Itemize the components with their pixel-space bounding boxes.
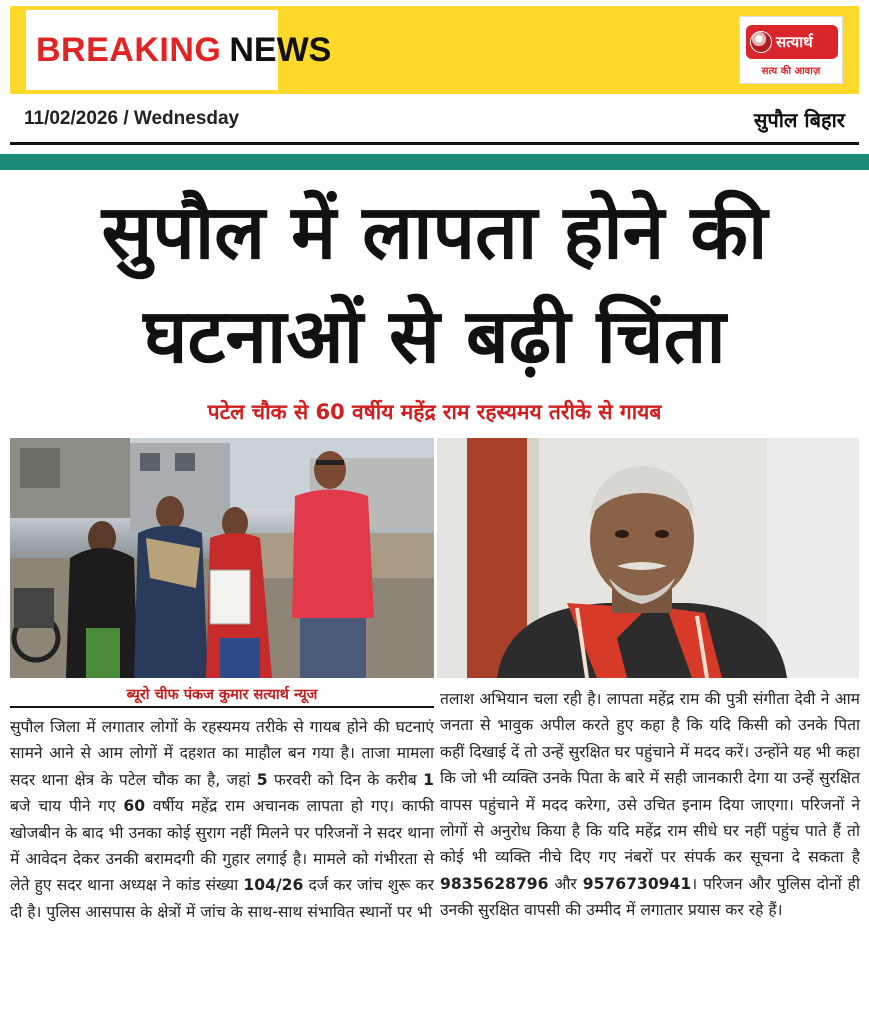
logo-name: सत्यार्थ <box>776 33 813 51</box>
logo-tagline: सत्य की आवाज़ <box>761 66 821 77</box>
family-photo <box>10 438 434 678</box>
divider <box>10 142 859 145</box>
family-photo-illustration <box>10 438 434 678</box>
article-column-1: सुपौल जिला में लगातार लोगों के रहस्यमय तरीके से गायब होने की घटनाएं सामने आने से आम लोगों में दहशत का माहौल बन गया है। ताजा मामला सदर थाना क्षेत्र के पटेल चौक का है, जहां 5 फरवरी को दिन के करीब 1 बजे चाय पीने गए 60 वर्षीय महेंद्र राम अचानक लापता हो गए। काफी खोजबीन के बाद भी उनका कोई सुराग नहीं मिलने पर परिजनों ने सदर थाना में आवेदन देकर उनकी बरामदगी की गुहार लगाई है। मामले को गंभीरता से लेते हुए सदर थाना अध्यक्ष ने कांड संख्या 104/26 दर्ज कर जांच शुरू कर दी है। पुलिस आसपास के क्षेत्रों में जांच के साथ-साथ संभावित स्थानों पर भी <box>10 718 435 921</box>
breaking-news-label <box>26 10 332 90</box>
headline-line-2: घटनाओं से बढ़ी चिंता <box>143 292 726 380</box>
top-banner <box>10 6 859 94</box>
globe-icon <box>750 31 772 53</box>
article-column-2: तलाश अभियान चला रही है। लापता महेंद्र राम की पुत्री संगीता देवी ने आम जनता से भावुक अपील करते हुए कहा है कि यदि किसी को उनके पिता कहीं दिखाई दें तो उन्हें सुरक्षित घर पहुंचाने में मदद करें। उन्होंने यह भी कहा कि जो भी व्यक्ति उनके पिता के बारे में सही जानकारी देगा या उन्हें सुरक्षित वापस पहुंचाने में मदद करेगा, उसे उचित इनाम दिया जाएगा। परिजनों ने लोगों से अनुरोध किया है कि यदि महेंद्र राम सीधे घर नहीं पहुंच पाते हैं तो कोई भी व्यक्ति नीचे दिए गए नंबरों पर संपर्क कर सूचना दे सकता है 9835628796 और 9576730941। परिजन और पुलिस दोनों ही उनकी सुरक्षित वापसी की उम्मीद में लगातार प्रयास कर रहे हैं। <box>440 690 860 920</box>
news-text: NEWS <box>229 30 332 69</box>
byline-divider <box>10 706 434 708</box>
location-label: सुपौल बिहार <box>753 108 845 132</box>
missing-person-photo <box>437 438 859 678</box>
subheadline: पटेल चौक से 60 वर्षीय महेंद्र राम रहस्यमय तरीके से गायब <box>207 400 662 424</box>
missing-person-illustration <box>437 438 859 678</box>
channel-logo <box>739 16 843 84</box>
teal-divider <box>0 154 869 170</box>
byline: ब्यूरो चीफ पंकज कुमार सत्यार्थ न्यूज <box>126 687 318 703</box>
headline <box>10 180 859 388</box>
headline-line-1: सुपौल में लापता होने की <box>101 188 768 276</box>
breaking-text: BREAKING <box>36 30 222 69</box>
phone-number-1: 9835628796 <box>440 874 549 893</box>
phone-number-2: 9576730941 <box>582 874 692 893</box>
date-line: 11/02/2026 / Wednesday <box>24 108 240 129</box>
